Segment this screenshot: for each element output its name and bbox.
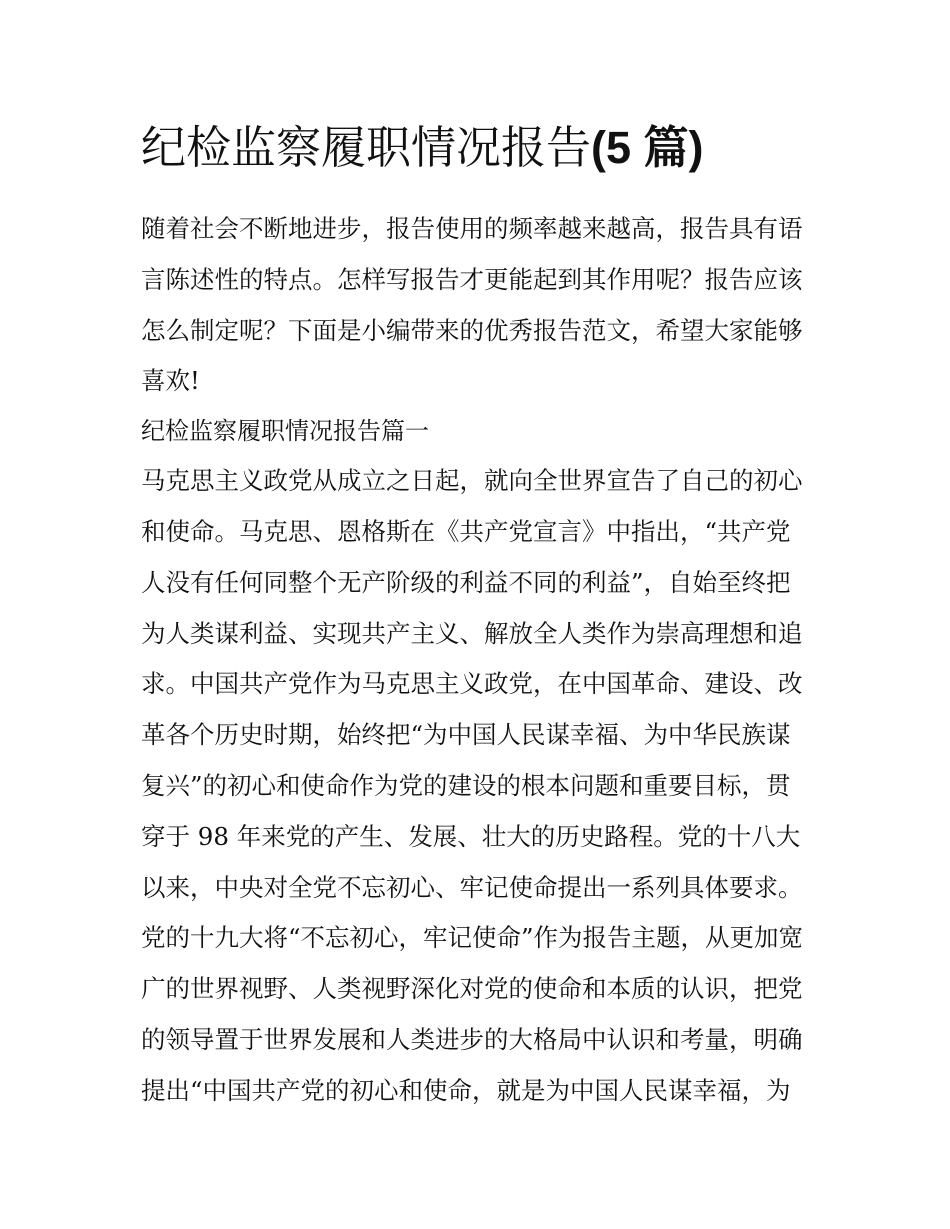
body-paragraph	[141, 456, 821, 1116]
intro-line: 言陈述性的特点。怎样写报告才更能起到其作用呢？报告应该	[141, 264, 803, 294]
body-line: 党的十九大将“不忘初心，牢记使命”作为报告主题，从更加宽	[141, 923, 804, 953]
body-line: 穿于 98 年来党的产生、发展、壮大的历史路程。党的十八大	[141, 821, 801, 851]
intro-paragraph	[141, 204, 821, 407]
body-line: 人没有任何同整个无产阶级的利益不同的利益”，自始至终把	[141, 567, 791, 597]
body-line: 马克思主义政党从成立之日起，就向全世界宣告了自己的初心	[141, 466, 803, 496]
intro-line: 随着社会不断地进步，报告使用的频率越来越高，报告具有语	[141, 214, 803, 243]
intro-line: 怎么制定呢？下面是小编带来的优秀报告范文，希望大家能够	[141, 315, 803, 345]
section-heading: 纪检监察履职情况报告篇一	[141, 417, 429, 446]
body-line: 求。中国共产党作为马克思主义政党，在中国革命、建设、改	[141, 669, 803, 699]
body-line: 以来，中央对全党不忘初心、牢记使命提出一系列具体要求。	[141, 872, 803, 902]
body-line: 革各个历史时期，始终把“为中国人民谋幸福、为中华民族谋	[141, 720, 791, 750]
body-line: 广的世界视野、人类视野深化对党的使命和本质的认识，把党	[141, 974, 803, 1004]
document-title-count: (5 篇)	[591, 122, 704, 173]
body-line: 复兴”的初心和使命作为党的建设的根本问题和重要目标，贯	[141, 770, 791, 800]
document-title-text: 纪检监察履职情况报告	[141, 121, 592, 174]
body-line: 的领导置于世界发展和人类进步的大格局中认识和考量，明确	[141, 1024, 803, 1054]
body-line: 为人类谋利益、实现共产主义、解放全人类作为崇高理想和追	[141, 618, 803, 648]
body-line: 提出“中国共产党的初心和使命，就是为中国人民谋幸福，为	[141, 1075, 791, 1105]
document-title	[141, 118, 821, 178]
body-line: 和使命。马克思、恩格斯在《共产党宣言》中指出，“共产党	[141, 516, 791, 546]
intro-line: 喜欢!	[141, 366, 200, 396]
document-content	[141, 118, 821, 1117]
